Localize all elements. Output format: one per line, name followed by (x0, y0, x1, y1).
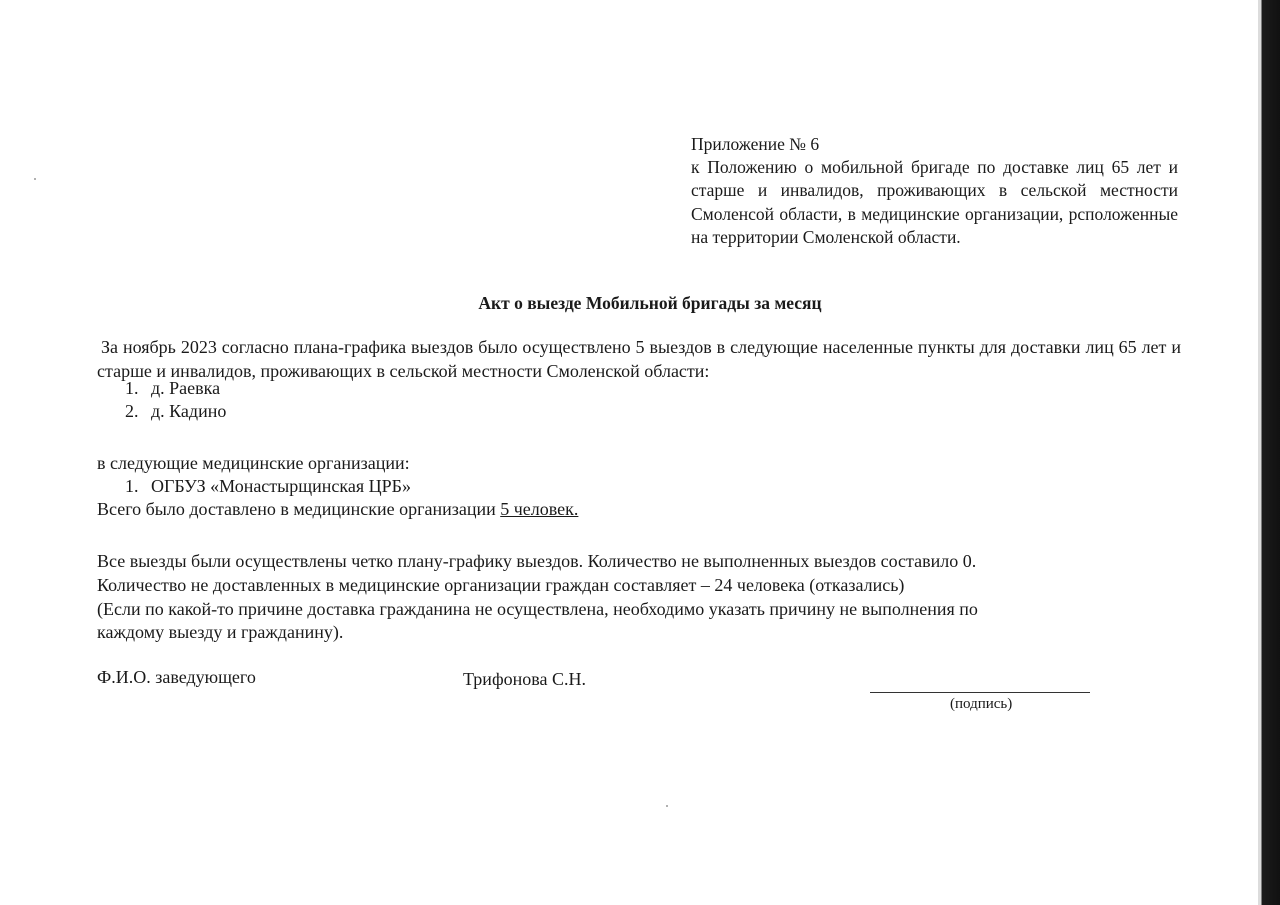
scan-speck (666, 805, 668, 807)
list-item-number: 1. (125, 476, 139, 496)
settlement-name: д. Кадино (151, 401, 227, 421)
orgs-heading: в следующие медицинские организации: (97, 453, 410, 473)
signature-caption: (подпись) (950, 696, 1013, 712)
total-value: 5 человек. (500, 499, 579, 519)
note-line: Все выезды были осуществлены четко плану-графику выездов. Количество не выполненных выездов составило 0. (97, 551, 977, 571)
appendix-heading: Приложение № 6 (691, 134, 820, 154)
organization-name: ОГБУЗ «Монастырщинская ЦРБ» (151, 476, 411, 496)
total-prefix: Всего было доставлено в медицинские организации (97, 499, 501, 519)
signature-line (870, 692, 1090, 693)
signature-name: Трифонова С.Н. (463, 669, 586, 689)
list-item-number: 1. (125, 378, 139, 398)
note-line: (Если по какой-то причине доставка гражданина не осуществлена, необходимо указать причину не выполнения по (97, 599, 978, 619)
list-item (125, 377, 226, 400)
intro-paragraph: За ноябрь 2023 согласно плана-графика выездов было осуществлено 5 выездов в следующие населенные пункты для доставки лиц 65 лет и старше и инвалидов, проживающих в сельской местности Смоленской области: (97, 337, 1181, 381)
list-item (125, 475, 411, 498)
scan-edge (1258, 0, 1280, 905)
document-title: Акт о выезде Мобильной бригады за месяц (478, 293, 822, 313)
list-item-number: 2. (125, 401, 139, 421)
settlement-name: д. Раевка (151, 378, 221, 398)
settlements-list (125, 377, 226, 423)
note-line: Количество не доставленных в медицинские организации граждан составляет – 24 человека (отказались) (97, 575, 905, 595)
organizations-list (125, 475, 411, 498)
appendix-text: к Положению о мобильной бригаде по доставке лиц 65 лет и старше и инвалидов, проживающих в сельской местности Смоленсой области, в медицинские организации, рсположенные на территории Смоленской области. (691, 157, 1178, 247)
signature-label: Ф.И.О. заведующего (97, 667, 256, 687)
list-item (125, 400, 226, 423)
appendix-note (691, 133, 1178, 249)
scan-speck (34, 178, 36, 180)
note-line: каждому выезду и гражданину). (97, 622, 344, 642)
total-delivered (97, 498, 578, 521)
